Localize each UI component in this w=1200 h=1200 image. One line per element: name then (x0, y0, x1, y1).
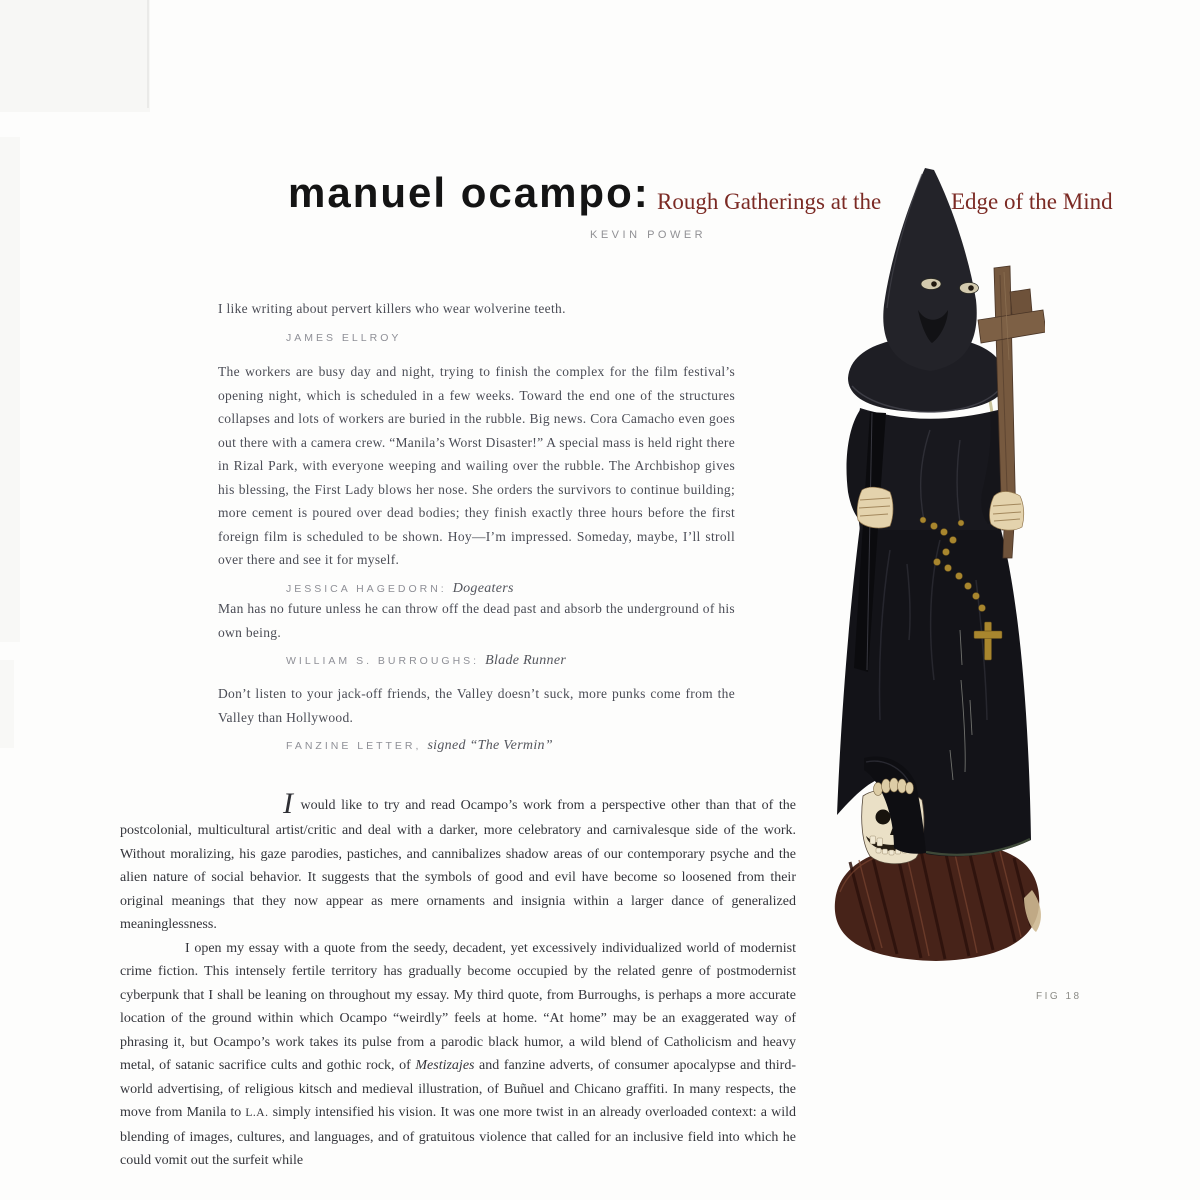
essay-body (120, 789, 796, 1173)
essay-paragraph-1 (120, 789, 796, 937)
epigraph-attribution (286, 579, 735, 597)
attribution-source: signed “The Vermin” (427, 738, 553, 753)
epigraph-quote: Don’t listen to your jack-off friends, the Valley doesn’t suck, more punks come from the Valley than Hollywood. (218, 686, 735, 725)
epigraph-attribution (286, 651, 735, 669)
attribution-source: Blade Runner (485, 653, 567, 668)
attribution-name: JAMES ELLROY (286, 331, 402, 344)
sculpture-hood (883, 168, 978, 371)
epigraph-ellroy (218, 297, 735, 346)
author-byline: KEVIN POWER (590, 229, 707, 241)
epigraph-hagedorn (218, 360, 735, 597)
epigraph-quote: The workers are busy day and night, trying to finish the complex for the film festival’s opening night, which is scheduled in a few weeks. Toward the end one of the structures collapses and lots of workers are buried in the rubble. Big news. Cora Camacho even goes out there with a camera crew. “Manila’s Worst Disaster!” A special mass is held right there in Rizal Park, with everyone weeping and wailing over the rubble. The Archbishop gives his blessing, the First Lady blows her nose. She orders the survivors to continue building; more cement is poured over dead bodies; they finish exactly three hours before the first foreign film is scheduled to be shown. Hoy—I’m impressed. Someday, maybe, I’ll stroll over there and see it for myself. (218, 364, 735, 567)
paragraph-text: simply intensified his vision. It was one more twist in an already overloaded context: a wild blending of images, cultures, and languages, and of gratuitous violence that called for an inclusive field into which he could vomit out the surfeit while (120, 1105, 796, 1168)
epigraph-attribution (286, 328, 735, 346)
scan-artifact-line (147, 0, 149, 108)
drop-cap: I (283, 787, 295, 820)
sculpture-figure-image (810, 160, 1045, 970)
page-title-subtitle-left: Rough Gatherings at the (657, 189, 882, 214)
paragraph-text: and fanzine adverts, of consumer apocalypse and third-world advertising, of religious kitsch and medieval illustration, of Buñuel and Chicano graffiti. In many respects, the move from Manila to (120, 1058, 796, 1120)
epigraph-quote: Man has no future unless he can throw off the dead past and absorb the underground of his own being. (218, 601, 735, 640)
scan-artifact (0, 137, 20, 642)
attribution-name: FANZINE LETTER, (286, 740, 422, 752)
attribution-name: WILLIAM S. BURROUGHS: (286, 655, 480, 667)
page-title-artist: manuel ocampo: (288, 169, 650, 216)
page-title-subtitle-right: Edge of the Mind (951, 189, 1113, 214)
paragraph-text: would like to try and read Ocampo’s work from a perspective other than that of the postcolonial, multicultural artist/critic and deal with a darker, more celebratory and carnivalesque side of the work. Without moralizing, his gaze parodies, pastiches, and cannibalizes shadow areas of our contemporary psyche and the alien nature of social behavior. It suggests that the symbols of good and evil have become so loosened from their original meanings that they now appear as mere ornaments and insignia within a larger dance of generalized meaninglessness. (120, 798, 796, 932)
epigraph-quote: I like writing about pervert killers who wear wolverine teeth. (218, 301, 566, 316)
italic-term: Mestizajes (415, 1058, 475, 1073)
scan-artifact (0, 660, 14, 748)
smallcaps-term: L.A. (245, 1107, 269, 1119)
scan-artifact (0, 0, 150, 112)
epigraph-fanzine (218, 682, 735, 754)
paragraph-text: I open my essay with a quote from the seedy, decadent, yet excessively individualized world of modernist crime fiction. This intensely fertile territory has gradually become occupied by the related genre of postmodernist cyberpunk that I shall be leaning on throughout my essay. My third quote, from Burroughs, is perhaps a more accurate location of the ground within which Ocampo “weirdly” feels at home. “At home” may be an exaggerated way of phrasing it, but Ocampo’s work takes its pulse from a parodic black humor, a wild blend of Catholicism and heavy metal, of satanic sacrifice cults and gothic rock, of (120, 940, 796, 1073)
epigraph-attribution (286, 736, 735, 754)
attribution-source: Dogeaters (452, 580, 514, 596)
essay-paragraph-2 (120, 937, 796, 1173)
figure-caption: FIG 18 (1036, 991, 1082, 1002)
epigraph-burroughs (218, 597, 735, 669)
attribution-name: JESSICA HAGEDORN: (286, 582, 447, 595)
